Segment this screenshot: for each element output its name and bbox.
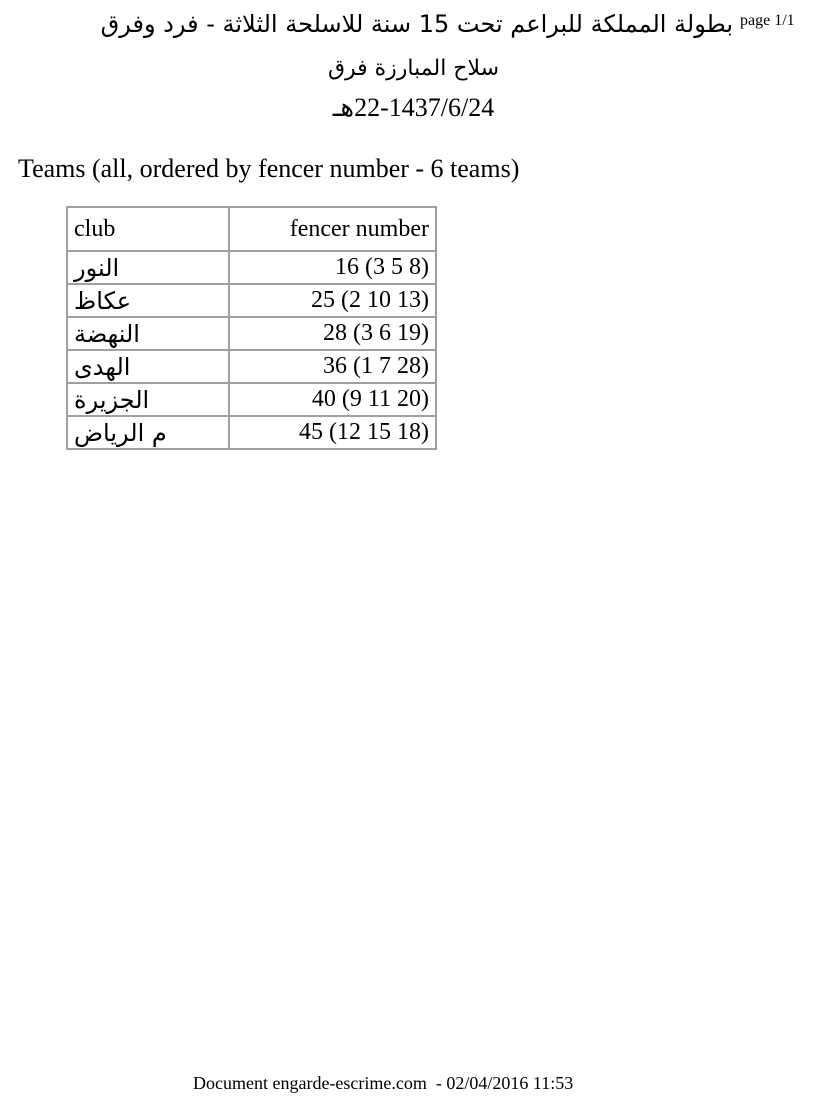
club-cell: الهدى — [67, 350, 229, 383]
club-cell: النهضة — [67, 317, 229, 350]
table-row — [67, 251, 436, 284]
document-footer: Document engarde-escrime.com - 02/04/2016 11:53 — [193, 1073, 574, 1093]
teams-table — [66, 206, 437, 450]
document-subtitle: سلاح المبارزة فرق — [327, 56, 500, 81]
club-cell: النور — [67, 251, 229, 284]
document-date: 22-1437/6/24هـ — [332, 93, 495, 122]
table-row — [67, 350, 436, 383]
fencer-number-cell: 16 (3 5 8) — [229, 251, 436, 284]
section-heading: Teams (all, ordered by fencer number - 6 teams) — [18, 154, 520, 183]
fencer-number-cell: 25 (2 10 13) — [229, 284, 436, 317]
fencer-number-cell: 45 (12 15 18) — [229, 416, 436, 449]
table-row — [67, 284, 436, 317]
page-number-label: page 1/1 — [740, 12, 795, 29]
table-row — [67, 317, 436, 350]
column-header-club: club — [67, 207, 229, 251]
fencer-number-cell: 40 (9 11 20) — [229, 383, 436, 416]
table-header-row — [67, 207, 436, 251]
club-cell: الجزيرة — [67, 383, 229, 416]
column-header-fencer-number: fencer number — [229, 207, 436, 251]
club-cell: م الرياض — [67, 416, 229, 449]
fencer-number-cell: 36 (1 7 28) — [229, 350, 436, 383]
club-cell: عكاظ — [67, 284, 229, 317]
table-row — [67, 416, 436, 449]
table-row — [67, 383, 436, 416]
fencer-number-cell: 28 (3 6 19) — [229, 317, 436, 350]
document-title: بطولة المملكة للبراعم تحت 15 سنة للاسلحة الثلاثة - فرد وفرق — [100, 10, 733, 38]
